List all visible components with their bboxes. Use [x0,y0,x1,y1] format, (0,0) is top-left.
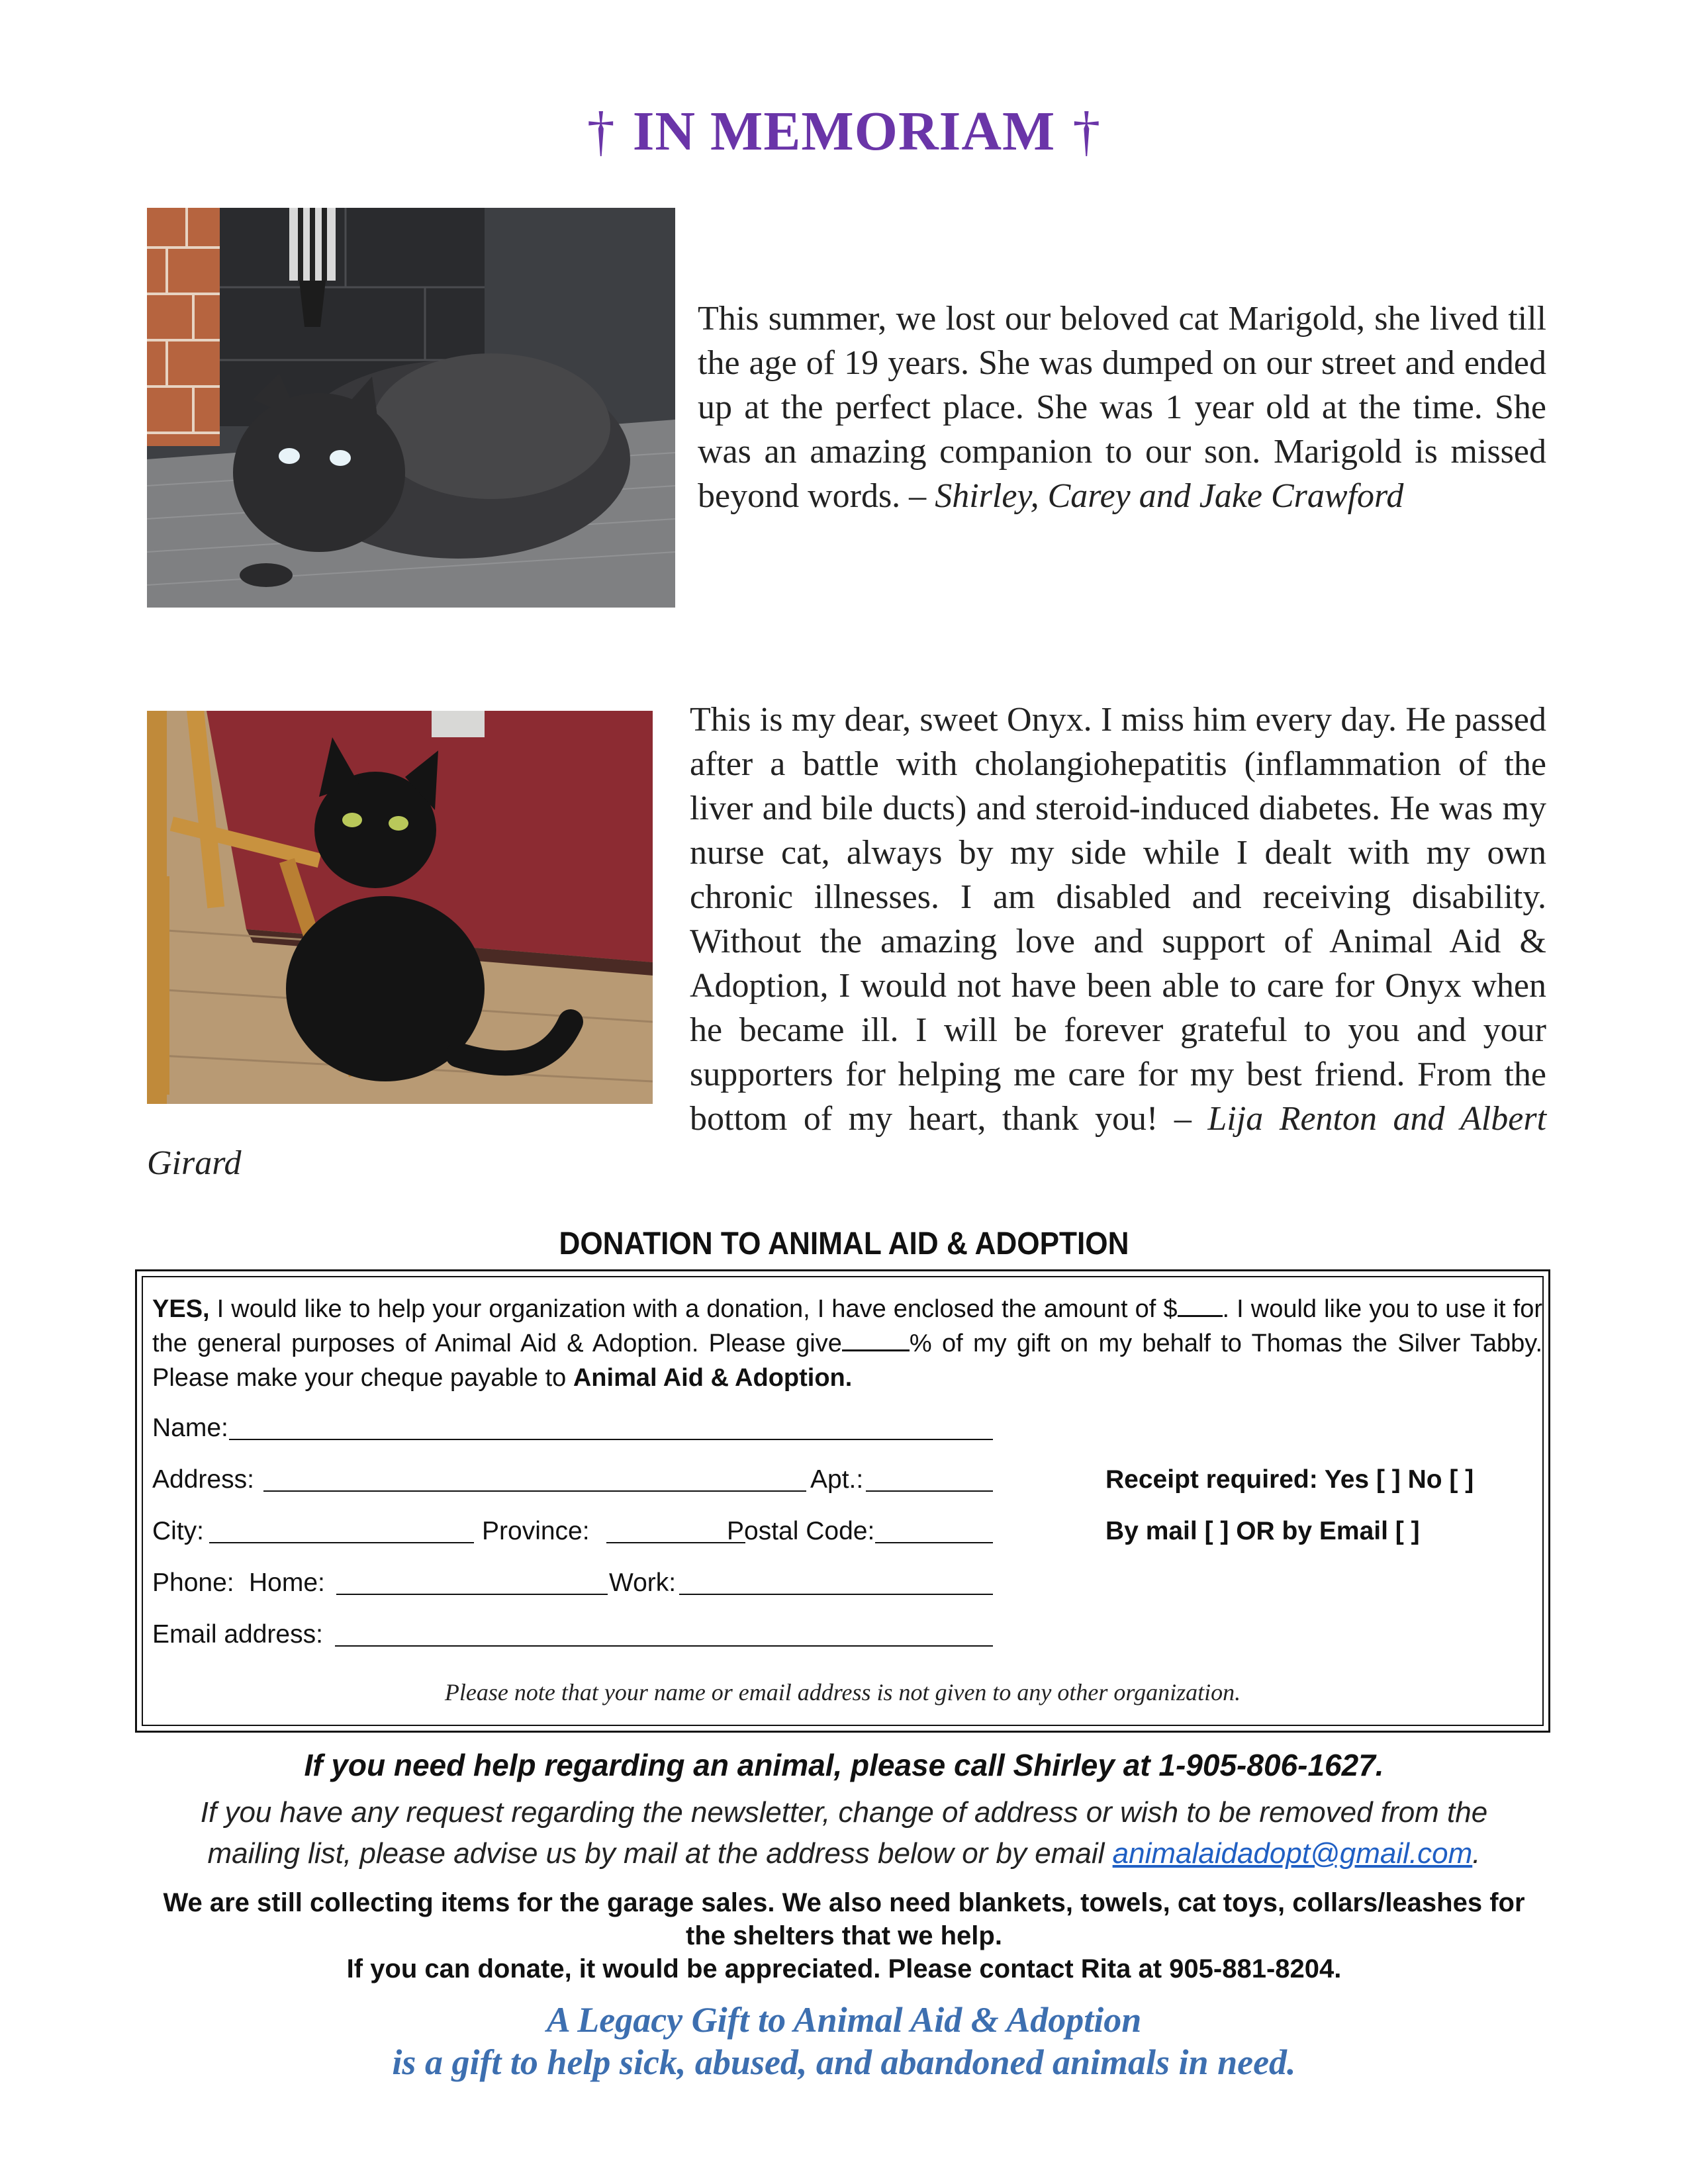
name-label: Name: [152,1414,228,1442]
legacy-line-2: is a gift to help sick, abused, and abandoned animals in need. [392,2042,1296,2082]
address-label: Address: [152,1465,254,1494]
province-field[interactable] [606,1542,745,1543]
donate-contact-line: If you can donate, it would be appreciated. Please contact Rita at 905-881-8204. [346,1954,1342,1983]
donation-form [135,1269,1550,1733]
province-label: Province: [482,1517,590,1545]
dagger-icon: † [1072,101,1102,162]
payee-label: Animal Aid & Adoption. [573,1364,853,1392]
home-label: Home: [249,1569,325,1597]
newsletter-info [172,1792,1516,1874]
page-title [0,99,1688,163]
dagger-icon: † [586,101,616,162]
intro-text: % of my gift on my behalf to Thomas the Silver Tabby. Please make your cheque payable to [152,1330,1543,1392]
memorial-signature: Shirley, Carey and Jake Crawford [935,477,1404,515]
email-link[interactable]: animalaidadopt@gmail.com [1112,1837,1473,1870]
marigold-photo [147,208,675,608]
privacy-note: Please note that your name or email address is not given to any other organization. [444,1679,1241,1706]
yes-label: YES, [152,1295,210,1323]
work-phone-field[interactable] [679,1594,993,1595]
memorial-marigold-text [698,296,1546,518]
postal-code-label: Postal Code: [727,1517,875,1545]
percent-blank[interactable] [842,1327,910,1351]
work-label: Work: [609,1569,677,1597]
photo-spacer [147,698,690,1141]
memorial-body: This is my dear, sweet Onyx. I miss him every day. He passed after a battle with cholangiohepatitis (inflammation of the liver and bile ducts) and steroid-induced diabetes. He was my nurse cat, always by my side while I dealt with my own chronic illnesses. I am disabled and receiving disability. Without the amazing love and support of Animal Aid & Adoption, I would not have been able to care for Onyx when he became ill. I will be forever grateful to you and your supporters for helping me care for my best friend. From the bottom of my heart, thank you! – [690,701,1546,1138]
help-line: If you need help regarding an animal, please call Shirley at 1-905-806-1627. [304,1748,1384,1782]
amount-blank[interactable] [1178,1293,1223,1317]
receipt-required-options[interactable]: Receipt required: Yes [ ] No [ ] [1105,1465,1474,1494]
name-field[interactable] [229,1439,993,1440]
page-title-text: IN MEMORIAM [632,101,1056,162]
intro-text: . I would like you to use it for the general purposes of Animal Aid & Adoption. Please give [152,1295,1543,1357]
memorial-onyx-text [147,698,1546,1185]
donation-heading: DONATION TO ANIMAL AID & ADOPTION [559,1226,1129,1261]
email-label: Email address: [152,1620,323,1649]
city-label: City: [152,1517,204,1545]
apt-label: Apt.: [810,1465,864,1494]
newsletter-end: . [1472,1837,1481,1870]
memorial-signature: Lija Renton and Albert Girard [147,1100,1547,1182]
legacy-gift [0,1999,1688,2083]
address-field[interactable] [263,1490,806,1492]
receipt-method-options[interactable]: By mail [ ] OR by Email [ ] [1105,1517,1420,1545]
intro-text: I would like to help your organization with a donation, I have enclosed the amount of $ [209,1295,1178,1323]
postal-code-field[interactable] [875,1542,993,1543]
email-field[interactable] [335,1645,993,1647]
apt-field[interactable] [866,1490,993,1492]
garage-sale-line: We are still collecting items for the garage sales. We also need blankets, towels, cat toys, collars/leashes for the shelters that we help. [163,1888,1525,1950]
cat-photo-illustration [147,208,675,608]
memorial-body: This summer, we lost our beloved cat Marigold, she lived till the age of 19 years. She was dumped on our street and ended up at the perfect place. She was 1 year old at the time. She was an amazing companion to our son. Marigold is missed beyond words. – [698,300,1546,515]
legacy-line-1: A Legacy Gift to Animal Aid & Adoption [546,2000,1142,2040]
newsletter-text: If you have any request regarding the newsletter, change of address or wish to be removed from the mailing list, please advise us by mail at the address below or by email [200,1796,1488,1870]
city-field[interactable] [209,1542,474,1543]
garage-sale-notice [159,1886,1529,1985]
home-phone-field[interactable] [336,1594,608,1595]
donation-intro [152,1292,1542,1395]
phone-label: Phone: [152,1569,234,1597]
donation-form-inner-border [142,1276,1544,1726]
